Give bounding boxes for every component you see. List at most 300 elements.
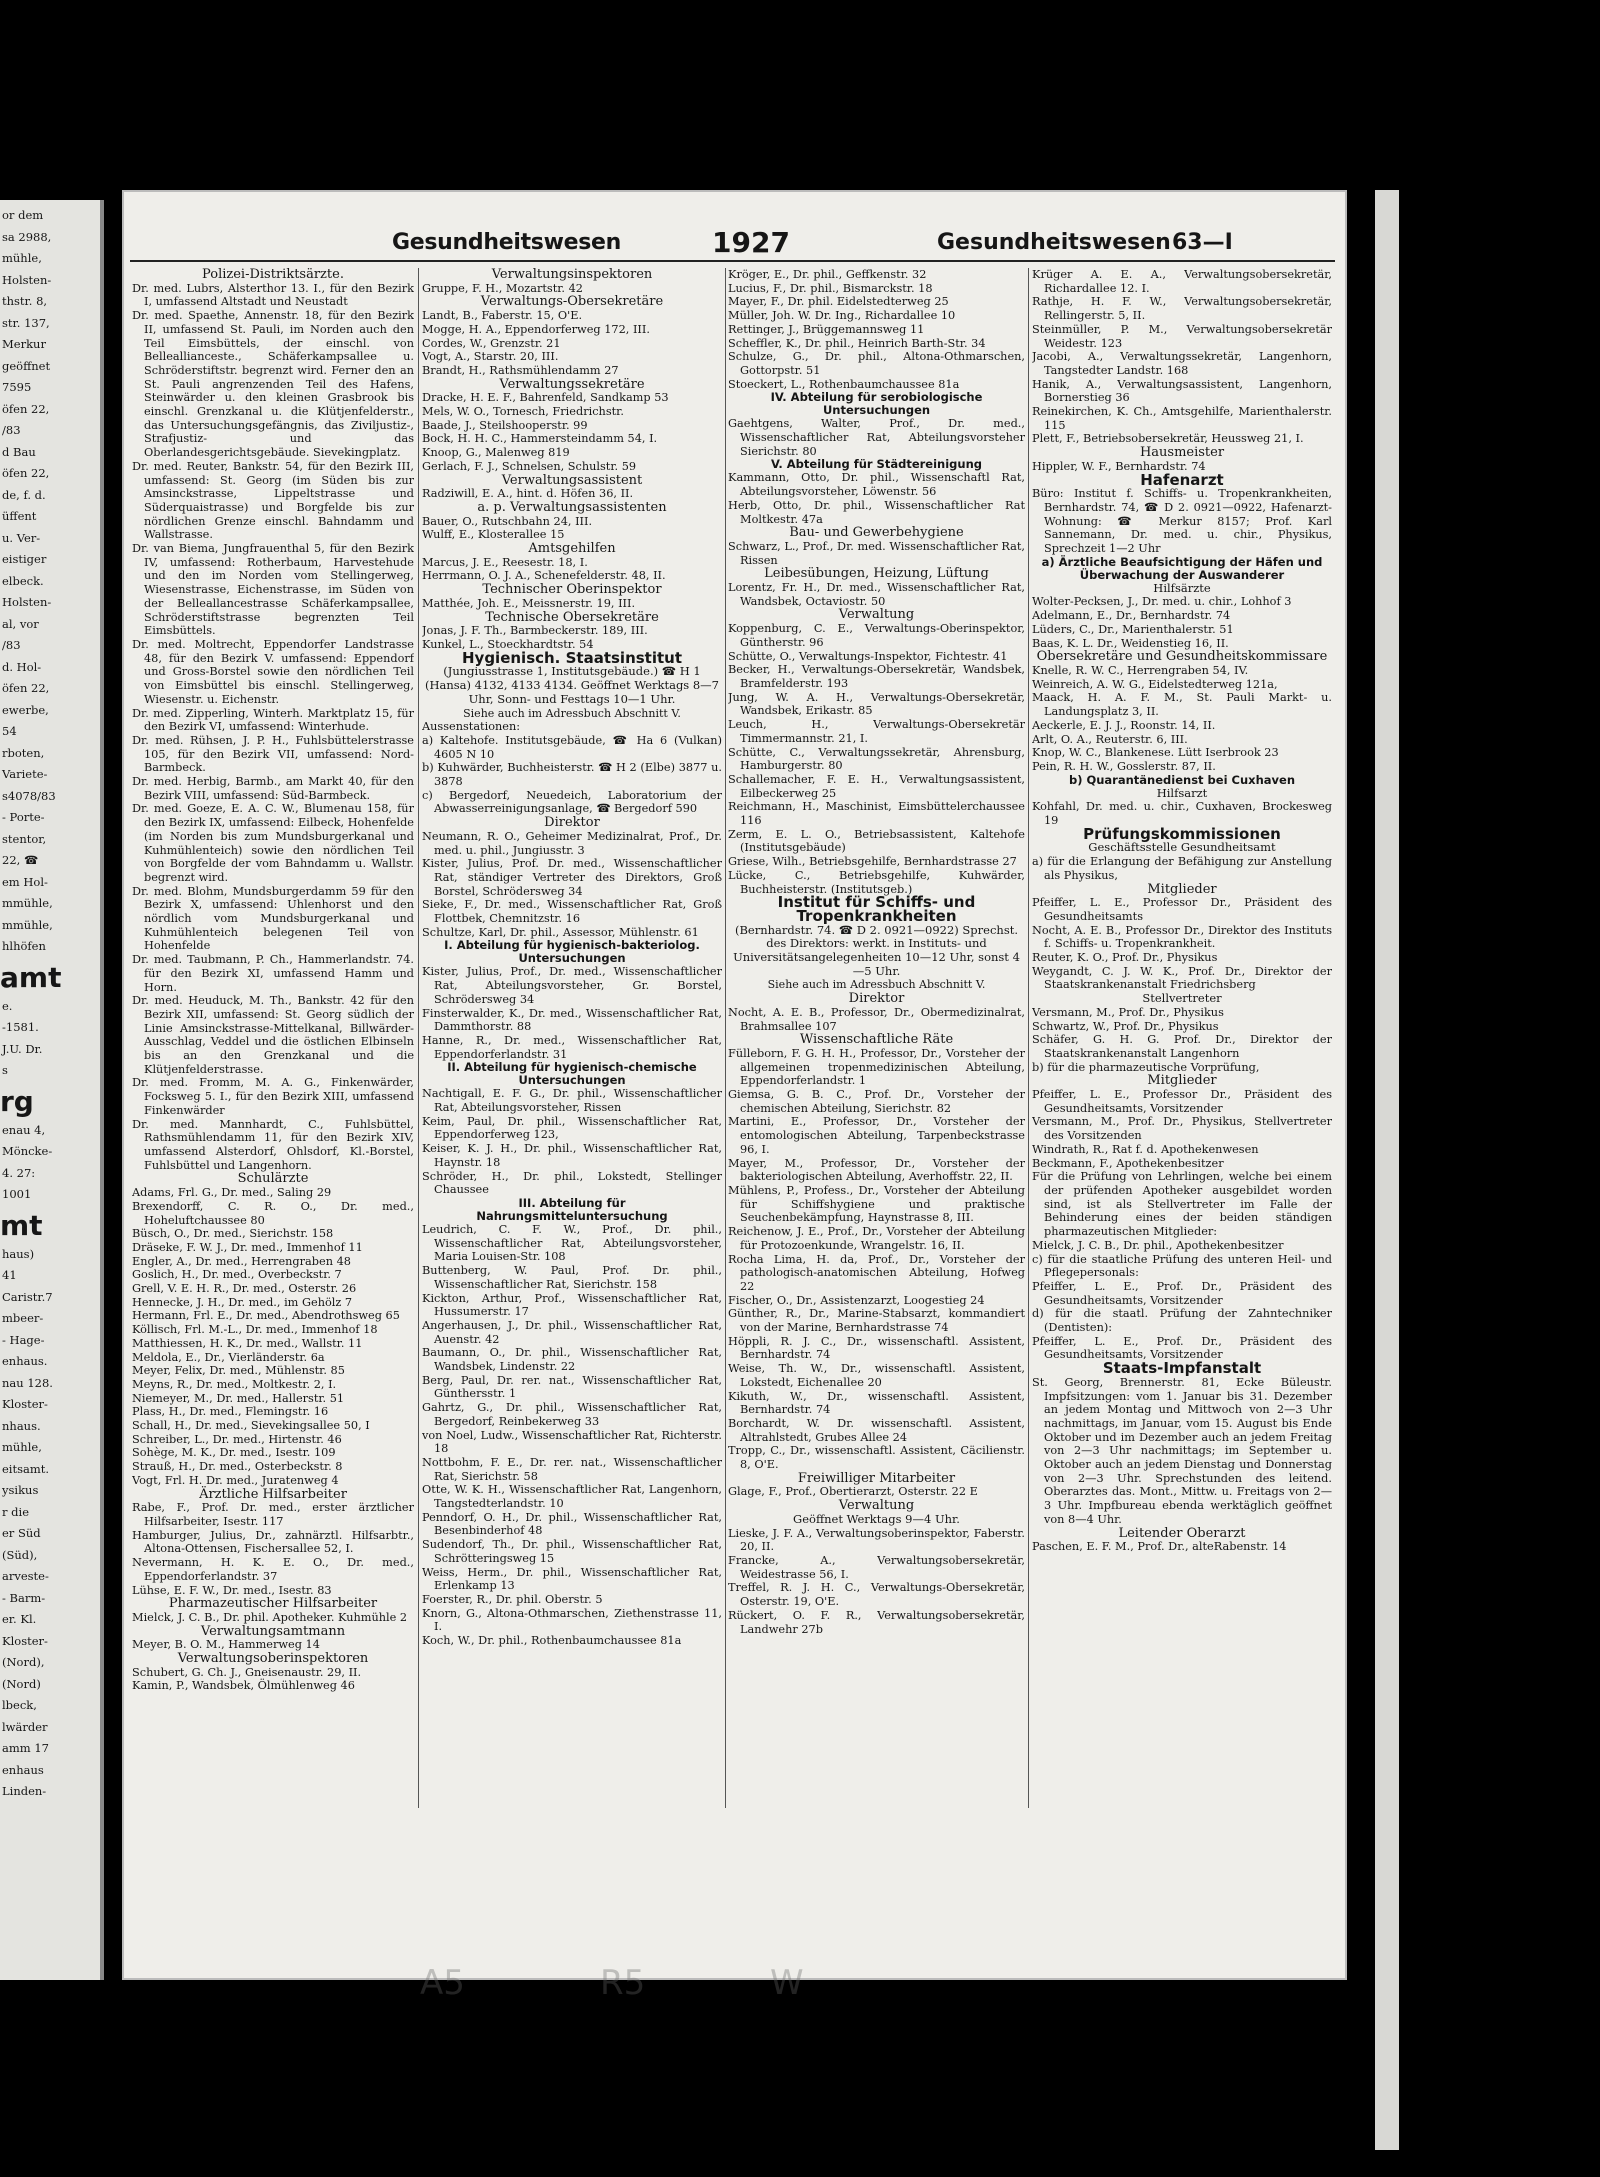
listing-entry: Herb, Otto, Dr. phil., Wissenschaftlicher Rat Moltkestr. 47a	[728, 498, 1025, 526]
listing-entry: Knop, W. C., Blankenese. Lütt Iserbrook 23	[1032, 746, 1279, 760]
listing-entry: Herrmann, O. J. A., Schenefelderstr. 48, II.	[422, 569, 666, 583]
listing-entry: Meyer, Felix, Dr. med., Mühlenstr. 85	[132, 1364, 345, 1378]
listing-entry: Schröder, H., Dr. phil., Lokstedt, Stellinger Chaussee	[422, 1169, 722, 1197]
listing-entry: Borchardt, W. Dr. wissenschaftl. Assistent, Altrahlstedt, Grubes Allee 24	[728, 1416, 1025, 1444]
listing-entry: Francke, A., Verwaltungsobersekretär, Weidestrasse 56, I.	[728, 1553, 1025, 1581]
left-page-fragment-line: mühle,	[2, 1440, 42, 1454]
listing-entry: Hennecke, J. H., Dr. med., im Gehölz 7	[132, 1295, 353, 1309]
listing-entry: Köllisch, Frl. M.-L., Dr. med., Immenhof 18	[132, 1323, 378, 1337]
ghost-text: A5	[420, 1963, 465, 2003]
listing-entry: Penndorf, O. H., Dr. phil., Wissenschaftlicher Rat, Besenbinderhof 48	[422, 1510, 722, 1538]
listing-entry: Aeckerle, E. J. J., Roonstr. 14, II.	[1032, 718, 1216, 732]
listing-entry: Höppli, R. J. C., Dr., wissenschaftl. Assistent, Bernhardstr. 74	[728, 1334, 1025, 1362]
column-1	[132, 268, 414, 1693]
listing-entry: Knorn, G., Altona-Othmarschen, Ziethenstrasse 11, I.	[422, 1606, 722, 1634]
listing-entry: Dr. med. Fromm, M. A. G., Finkenwärder, Focksweg 5. I., für den Bezirk XIII, umfassend Finkenwärder	[132, 1076, 414, 1117]
listing-entry: Günther, R., Dr., Marine-Stabsarzt, kommandiert von der Marine, Bernhardstrasse 74	[728, 1307, 1025, 1335]
section-heading: Amtsgehilfen	[528, 541, 616, 557]
listing-entry: Jung, W. A. H., Verwaltungs-Obersekretär, Wandsbek, Erikastr. 85	[728, 690, 1025, 718]
listing-entry: Dr. med. Mannhardt, C., Fuhlsbüttel, Rathsmühlendamm 11, für den Bezirk XIV, umfassend Alsterdorf, Ohlsdorf, Kl.-Borstel, Fuhlsbüttel und Langenhorn.	[132, 1117, 414, 1172]
listing-entry: Jacobi, A., Verwaltungssekretär, Langenhorn, Tangstedter Landstr. 168	[1032, 350, 1332, 377]
left-page-fragment-line: (Süd),	[2, 1547, 38, 1562]
left-page-fragment-line: str. 137,	[2, 315, 50, 330]
left-page-fragment-line: rg	[0, 1084, 34, 1118]
listing-entry: Büro: Institut f. Schiffs- u. Tropenkrankheiten, Bernhardstr. 74, ☎ D 2. 0921—0922, Hafenarzt-Wohnung: ☎ Merkur 8157; Prof. Karl Sannemann, Dr. med. u. chir., Physikus, Sprechzeit 1—2 Uhr	[1032, 487, 1332, 556]
left-page-fragment-line: thstr. 8,	[2, 294, 48, 308]
listing-entry: Meyer, B. O. M., Hammerweg 14	[132, 1638, 320, 1652]
listing-entry: Kister, Julius, Prof., Dr. med., Wissenschaftlicher Rat, Abteilungsvorsteher, Gr. Borstel, Schrödersweg 34	[422, 965, 722, 1006]
listing-entry: Maack, H. A. F. M., St. Pauli Markt- u. Landungsplatz 3, II.	[1032, 691, 1332, 719]
cross-reference: Siehe auch im Adressbuch Abschnitt V.	[767, 978, 986, 992]
listing-entry: Schwartz, W., Prof. Dr., Physikus	[1032, 1019, 1219, 1033]
section-heading: Technische Obersekretäre	[485, 609, 659, 625]
listing-entry: Gerlach, F. J., Schnelsen, Schulstr. 59	[422, 459, 637, 473]
listing-entry: Weiss, Herm., Dr. phil., Wissenschaftlicher Rat, Erlenkamp 13	[422, 1565, 722, 1593]
listing-entry: Berg, Paul, Dr. rer. nat., Wissenschaftlicher Rat, Günthersstr. 1	[422, 1373, 722, 1401]
listing-entry: Neumann, R. O., Geheimer Medizinalrat, Prof., Dr. med. u. phil., Jungiusstr. 3	[422, 829, 722, 857]
listing-entry: Griese, Wilh., Betriebsgehilfe, Bernhardstrasse 27	[728, 855, 1017, 869]
section-heading: Direktor	[848, 991, 905, 1007]
listing-entry: Meyns, R., Dr. med., Moltkestr. 2, I.	[132, 1377, 337, 1391]
left-page-fragment-line: 4. 27:	[2, 1165, 36, 1180]
section-heading: Schulärzte	[237, 1171, 309, 1187]
institution-note: Geschäftsstelle Gesundheitsamt	[1088, 840, 1276, 855]
listing-entry: Weinreich, A. W. G., Eidelstedterweg 121a,	[1032, 677, 1278, 691]
listing-entry: Pfeiffer, L. E., Prof. Dr., Präsident des Gesundheitsamts, Vorsitzender	[1032, 1279, 1332, 1307]
listing-entry: von Noel, Ludw., Wissenschaftlicher Rat, Richterstr. 18	[422, 1428, 722, 1456]
left-page-fragment-line: eitsamt.	[2, 1461, 50, 1476]
listing-entry: Pfeiffer, L. E., Professor Dr., Präsident des Gesundheitsamts	[1032, 896, 1332, 923]
listing-entry: Radziwill, E. A., hint. d. Höfen 36, II.	[422, 487, 634, 501]
department-heading: b) Quarantänedienst bei Cuxhaven	[1068, 772, 1296, 787]
listing-entry: Baas, K. L. Dr., Weidenstieg 16, II.	[1032, 636, 1229, 650]
left-page-fragment-line: - Barm-	[2, 1590, 46, 1605]
column-divider	[725, 268, 726, 1808]
listing-entry: Pfeiffer, L. E., Prof. Dr., Präsident des Gesundheitsamts, Vorsitzender	[1032, 1334, 1332, 1362]
listing-entry: Vogt, A., Starstr. 20, III.	[422, 350, 559, 364]
listing-entry: Rettinger, J., Brüggemannsweg 11	[728, 322, 925, 336]
listing-entry: a) für die Erlangung der Befähigung zur Anstellung als Physikus,	[1032, 855, 1332, 882]
listing-entry: Rabe, F., Prof. Dr. med., erster ärztlicher Hilfsarbeiter, Isestr. 117	[132, 1501, 414, 1528]
left-page-fragment-line: al, vor	[2, 616, 39, 631]
left-page-fragment-line: 1001	[2, 1187, 32, 1201]
listing-entry: Bock, H. H. C., Hammersteindamm 54, I.	[422, 432, 658, 446]
listing-entry: Koppenburg, C. E., Verwaltungs-Oberinspektor, Güntherstr. 96	[728, 622, 1025, 649]
listing-entry: Bauer, O., Rutschbahn 24, III.	[422, 514, 593, 528]
left-page-fragment-line: /83	[2, 638, 21, 652]
section-heading: Verwaltung	[838, 1498, 915, 1514]
listing-entry: Scheffler, K., Dr. phil., Heinrich Barth-Str. 34	[728, 336, 986, 350]
listing-entry: Plett, F., Betriebsobersekretär, Heussweg 21, I.	[1032, 432, 1304, 446]
section-heading: Bau- und Gewerbehygiene	[789, 525, 964, 541]
listing-entry: Kröger, E., Dr. phil., Geffkenstr. 32	[728, 268, 927, 281]
listing-entry: Dr. med. Spaethe, Annenstr. 18, für den Bezirk II, umfassend St. Pauli, im Norden auch den Teil Eimsbüttels, der einschl. von Belleallianceste., Schäferkampsallee u. Schröderstiftstr. begrenzt wird. Ferner den an St. Pauli angrenzenden Teil des Hafens, Steinwärder u. den kleinen Grasbrook bis einschl. Grenzkanal u. die Klütjenfelderstr., das Untersuchungsgefängnis, das Ziviljustiz-, Strafjustiz- und das Oberlandesgerichtsgebäude. Sievekingplatz.	[132, 309, 414, 460]
left-page-fragment-line: üffent	[2, 509, 37, 523]
listing-entry: Brandt, H., Rathsmühlendamm 27	[422, 363, 619, 377]
listing-entry: Marcus, J. E., Reesestr. 18, I.	[422, 555, 588, 569]
listing-entry: Dr. med. Heuduck, M. Th., Bankstr. 42 für den Bezirk XII, umfassend: St. Georg südlich der Linie Amsinckstrasse-Mittelkanal, Billwärder-Ausschlag, Veddel und die östlichen Elbinseln bis an den Grenzkanal und die Klütjenfelderstrasse.	[132, 994, 414, 1076]
listing-entry: Beckmann, F., Apothekenbesitzer	[1032, 1156, 1224, 1170]
header-page-number: 63—I	[1172, 230, 1233, 255]
left-page-fragment-line: Holsten-	[2, 595, 52, 609]
listing-entry: Wolter-Pecksen, J., Dr. med. u. chir., Lohhof 3	[1032, 595, 1292, 609]
left-page-fragment-line: e.	[2, 998, 13, 1013]
left-page-fragment-line: mühle,	[2, 251, 42, 265]
listing-entry: Adelmann, E., Dr., Bernhardstr. 74	[1032, 609, 1231, 623]
listing-entry: Lieske, J. F. A., Verwaltungsoberinspektor, Faberstr. 20, II.	[728, 1526, 1025, 1554]
listing-entry: Dr. med. Moltrecht, Eppendorfer Landstrasse 48, für den Bezirk V. umfassend: Eppendorf und Gross-Borstel sowie den nördlichen Teil von Eimsbüttel bis einschl. Stellingerweg, Wiesenstr. u. Eichenstr.	[132, 637, 414, 706]
header-rule	[130, 260, 1335, 262]
listing-entry: Foerster, R., Dr. phil. Oberstr. 5	[422, 1592, 603, 1606]
listing-entry: Reichenow, J. E., Prof., Dr., Vorsteher der Abteilung für Protozoenkunde, Wrangelstr. 16, II.	[728, 1225, 1025, 1252]
left-page-fragment-line: u. Ver-	[2, 530, 41, 545]
section-heading: Verwaltungsassistent	[501, 472, 643, 488]
left-page-fragment-line: lwärder	[2, 1719, 48, 1734]
listing-entry: Kister, Julius, Prof. Dr. med., Wissenschaftlicher Rat, ständiger Vertreter des Direktors, Groß Borstel, Schrödersweg 34	[422, 857, 722, 898]
listing-entry: Dr. med. Rühsen, J. P. H., Fuhlsbüttelerstrasse 105, für den Bezirk VII, umfassend: Nord-Barmbeck.	[132, 733, 414, 775]
section-heading: Wissenschaftliche Räte	[799, 1032, 954, 1048]
column-divider	[1028, 268, 1029, 1808]
listing-entry: Lorentz, Fr. H., Dr. med., Wissenschaftlicher Rat, Wandsbek, Octaviostr. 50	[728, 581, 1025, 608]
listing-entry: Baumann, O., Dr. phil., Wissenschaftlicher Rat, Wandsbek, Lindenstr. 22	[422, 1346, 722, 1374]
listing-entry: Dr. med. Herbig, Barmb., am Markt 40, für den Bezirk VIII, umfassend: Süd-Barmbeck.	[132, 775, 414, 802]
listing-entry: Für die Prüfung von Lehrlingen, welche bei einem der prüfenden Apotheker ausgebildet worden sind, ist als Stellvertreter im Falle der Behinderung eines der beiden ständigen pharmazeutischen Mitglieder:	[1032, 1170, 1332, 1239]
left-page-fragment-line: öfen 22,	[2, 466, 50, 480]
listing-entry: Sudendorf, Th., Dr. phil., Wissenschaftlicher Rat, Schrötteringsweg 15	[422, 1538, 722, 1565]
department-heading: III. Abteilung für Nahrungsmitteluntersuchung	[476, 1196, 668, 1223]
left-page-fragment-line: or dem	[2, 208, 44, 222]
listing-entry: Gaehtgens, Walter, Prof., Dr. med., Wissenschaftlicher Rat, Abteilungsvorsteher Sierichstr. 80	[728, 417, 1025, 458]
listing-entry: Windrath, R., Rat f. d. Apothekenwesen	[1032, 1142, 1259, 1156]
listing-entry: Büsch, O., Dr. med., Sierichstr. 158	[132, 1227, 334, 1241]
column-3	[728, 268, 1025, 1636]
left-page-fragment-line: (Nord),	[2, 1655, 45, 1669]
listing-entry: Plass, H., Dr. med., Flemingstr. 16	[132, 1405, 329, 1419]
listing-entry: Engler, A., Dr. med., Herrengraben 48	[132, 1254, 351, 1268]
institution-note: (Bernhardstr. 74. ☎ D 2. 0921—0922) Sprechst. des Direktors: werkt. in Instituts- und Universitätsangelegenheiten 10—12 Uhr, sonst 4—5 Uhr.	[733, 922, 1020, 978]
listing-entry: Mayer, M., Professor, Dr., Vorsteher der bakteriologischen Abteilung, Averhoffstr. 22, II.	[728, 1156, 1025, 1184]
listing-entry: Sohège, M. K., Dr. med., Isestr. 109	[132, 1446, 336, 1460]
institution-note: Stellvertreter	[1142, 991, 1222, 1006]
listing-entry: Tropp, C., Dr., wissenschaftl. Assistent, Cäcilienstr. 8, O'E.	[728, 1444, 1025, 1472]
institution-heading: Hafenarzt	[1140, 470, 1224, 489]
section-heading: Direktor	[544, 815, 600, 831]
listing-entry: Lücke, C., Betriebsgehilfe, Kuhwärder, Buchheisterstr. (Institutsgeb.)	[728, 868, 1025, 896]
listing-entry: Keiser, K. J. H., Dr. phil., Wissenschaftlicher Rat, Haynstr. 18	[422, 1142, 722, 1169]
listing-entry: St. Georg, Brennerstr. 81, Ecke Büleustr. Impfsitzungen: vom 1. Januar bis 31. Dezember an jedem Montag und Mittwoch von 2—3 Uhr nachmittags, im Januar, vom 15. August bis Ende Oktober und im Dezember auch an jedem Freitag von 2—3 Uhr nachmittags; im September u. Oktober auch an jedem Dienstag und Donnerstag von 2—3 Uhr. Sprechstunden des leitend. Oberarztes das. Mont., Mittw. u. Freitags von 2—3 Uhr. Impfbureau ebenda werktäglich geöffnet von 8—4 Uhr.	[1032, 1375, 1332, 1526]
left-page-fragment-line: nau 128.	[2, 1375, 53, 1390]
listing-entry: d) für die staatl. Prüfung der Zahntechniker (Dentisten):	[1032, 1307, 1332, 1335]
section-heading: Hausmeister	[1139, 445, 1225, 461]
left-page-fragment-line: elbeck.	[2, 573, 44, 588]
listing-entry: Landt, B., Faberstr. 15, O'E.	[422, 309, 583, 323]
listing-entry: Stoeckert, L., Rothenbaumchaussee 81a	[728, 377, 960, 391]
listing-entry: Giemsa, G. B. C., Prof. Dr., Vorsteher der chemischen Abteilung, Sierichstr. 82	[728, 1088, 1025, 1115]
listing-entry: Fischer, O., Dr., Assistenzarzt, Loogestieg 24	[728, 1293, 985, 1307]
listing-entry: Hanne, R., Dr. med., Wissenschaftlicher Rat, Eppendorferlandstr. 31	[422, 1033, 722, 1061]
left-page-fragment-line: 54	[2, 724, 17, 738]
listing-entry: Schall, H., Dr. med., Sievekingsallee 50, I	[132, 1419, 370, 1433]
listing-entry: Otte, W. K. H., Wissenschaftlicher Rat, Langenhorn, Tangstedterlandstr. 10	[422, 1483, 722, 1511]
listing-entry: b) für die pharmazeutische Vorprüfung,	[1032, 1060, 1260, 1074]
left-page-fragment-line: d. Hol-	[2, 659, 42, 674]
listing-entry: Dr. med. Reuter, Bankstr. 54, für den Bezirk III, umfassend: St. Georg (im Süden bis zur Amsinckstrasse, Lippeltstrasse und Süderquaistrasse) und Borgfelde bis zur nördlichen Grenze einschl. Bahndamm und Wallstrasse.	[132, 459, 414, 542]
department-heading: a) Ärztliche Beaufsichtigung der Häfen und Überwachung der Auswanderer	[1041, 554, 1323, 582]
section-heading: Leitender Oberarzt	[1118, 1525, 1246, 1541]
listing-entry: Leuch, H., Verwaltungs-Obersekretär Timmermannstr. 21, I.	[728, 718, 1025, 745]
listing-entry: Schultze, Karl, Dr. phil., Assessor, Mühlenstr. 61	[422, 925, 699, 939]
listing-entry: Schreiber, L., Dr. med., Hirtenstr. 46	[132, 1432, 342, 1446]
left-page-fragment-line: de, f. d.	[2, 487, 46, 502]
left-page-fragment-line: rboten,	[2, 745, 45, 760]
left-page-fragment-line: d Bau	[2, 444, 36, 459]
column-divider	[418, 268, 419, 1808]
listing-entry: Goslich, H., Dr. med., Overbeckstr. 7	[132, 1268, 342, 1282]
listing-entry: Müller, Joh. W. Dr. Ing., Richardallee 10	[728, 309, 956, 323]
left-page-fragment-line: 41	[2, 1268, 17, 1282]
listing-entry: Lucius, F., Dr. phil., Bismarckstr. 18	[728, 281, 933, 295]
left-page-fragment-line: Kloster-	[2, 1397, 48, 1411]
listing-entry: Dr. van Biema, Jungfrauenthal 5, für den Bezirk IV, umfassend: Rotherbaum, Harvestehude und den im Norden vom Stellingerweg, Wiesenstrasse, Eichenstrasse, im Süden von der Belleallancestrasse Schäferkampsallee, Schröderstiftstrasse begrenzten Teil Eimsbüttels.	[132, 542, 414, 638]
listing-entry: a) Kaltehofe. Institutsgebäude, ☎ Ha 6 (Vulkan) 4605 N 10	[422, 733, 722, 761]
left-page-fragment-line: mmühle,	[2, 917, 53, 932]
listing-entry: Hippler, W. F., Bernhardstr. 74	[1032, 459, 1206, 473]
column-2	[422, 268, 722, 1648]
listing-entry: Nevermann, H. K. E. O., Dr. med., Eppendorferlandstr. 37	[132, 1556, 414, 1583]
listing-entry: Rückert, O. F. R., Verwaltungsobersekretär, Landwehr 27b	[728, 1608, 1025, 1636]
listing-entry: Lüders, C., Dr., Marienthalerstr. 51	[1032, 622, 1234, 636]
institution-heading: Prüfungskommissionen	[1083, 824, 1281, 843]
listing-entry: Dr. med. Goeze, E. A. C. W., Blumenau 158, für den Bezirk IX, umfassend: Eilbeck, Hohenfelde (im Norden bis zum Mundsburgerkanal und Kuhmühlenteich) sowie den nördlichen Teil von Borgfelde der vom Bahndamm u. Wallstr. begrenzt wird.	[132, 802, 414, 884]
section-heading: Leibesübungen, Heizung, Lüftung	[764, 566, 989, 582]
listing-entry: Strauß, H., Dr. med., Osterbeckstr. 8	[132, 1460, 343, 1474]
institution-heading: Hygienisch. Staatsinstitut	[461, 648, 683, 667]
institution-note: Geöffnet Werktags 9—4 Uhr.	[793, 1511, 960, 1526]
left-page-fragment-line: lbeck,	[2, 1698, 37, 1712]
section-heading: Verwaltung	[838, 607, 915, 623]
listing-entry: Weise, Th. W., Dr., wissenschaftl. Assistent, Lokstedt, Eichenallee 20	[728, 1362, 1025, 1389]
left-page-fragment-line: em Hol-	[2, 874, 48, 889]
listing-entry: Gahrtz, G., Dr. phil., Wissenschaftlicher Rat, Bergedorf, Reinbekerweg 33	[422, 1401, 722, 1428]
left-page-fragment-line: sa 2988,	[2, 229, 52, 244]
listing-entry: Dr. med. Lubrs, Alsterthor 13. I., für den Bezirk I, umfassend Altstadt und Neustadt	[132, 281, 414, 309]
section-heading: Mitglieder	[1147, 881, 1217, 897]
section-heading: Pharmazeutischer Hilfsarbeiter	[168, 1596, 378, 1612]
left-page-fragment-line: r die	[2, 1504, 29, 1519]
left-page-fragment-line: Holsten-	[2, 272, 52, 287]
section-heading: Technischer Oberinspektor	[482, 582, 662, 598]
listing-entry: Versmann, M., Prof. Dr., Physikus, Stellvertreter des Vorsitzenden	[1032, 1115, 1332, 1143]
section-heading: Ärztliche Hilfsarbeiter	[199, 1486, 347, 1502]
header-year: 1927	[712, 226, 790, 259]
listing-entry: Hermann, Frl. E., Dr. med., Abendrothsweg 65	[132, 1309, 400, 1323]
listing-entry: Glage, F., Prof., Obertierarzt, Osterstr. 22 E	[728, 1485, 978, 1499]
listing-entry: Koch, W., Dr. phil., Rothenbaumchaussee 81a	[422, 1634, 682, 1648]
left-page-fragment-line: eistiger	[2, 552, 47, 566]
department-heading: IV. Abteilung für serobiologische Untersuchungen	[770, 390, 983, 418]
left-page-fragment-line: nhaus.	[2, 1418, 41, 1433]
listing-entry: Mühlens, P., Profess., Dr., Vorsteher der Abteilung für Schiffshygiene und praktische Seuchenbekämpfung, Haynstrasse 8, III.	[728, 1184, 1025, 1225]
listing-entry: Adams, Frl. G., Dr. med., Saling 29	[132, 1186, 332, 1200]
left-page-fragment-line: Caristr.7	[2, 1289, 53, 1304]
listing-entry: Steinmüller, P. M., Verwaltungsobersekretär Weidestr. 123	[1032, 322, 1332, 350]
listing-entry: Kamin, P., Wandsbek, Ölmühlenweg 46	[132, 1679, 355, 1693]
listing-entry: Dr. med. Taubmann, P. Ch., Hammerlandstr. 74. für den Bezirk XI, umfassend Hamm und Horn.	[132, 953, 414, 994]
listing-entry: Krüger A. E. A., Verwaltungsobersekretär, Richardallee 12. I.	[1032, 268, 1332, 295]
header-right-title: Gesundheitswesen	[937, 230, 1171, 255]
listing-entry: Becker, H., Verwaltungs-Obersekretär, Wandsbek, Bramfelderstr. 193	[728, 663, 1025, 690]
bleed-through-text	[300, 1955, 1300, 2015]
listing-entry: Kikuth, W., Dr., wissenschaftl. Assistent, Bernhardstr. 74	[728, 1389, 1025, 1417]
left-page-fragment-line: Kloster-	[2, 1633, 48, 1648]
listing-entry: Dr. med. Blohm, Mundsburgerdamm 59 für den Bezirk X, umfassend: Uhlenhorst und den nördlich vom Mundsburgerkanal und Kuhmühlenteich belegenen Teil von Hohenfelde	[132, 884, 414, 953]
listing-entry: Grell, V. E. H. R., Dr. med., Osterstr. 26	[132, 1282, 357, 1296]
listing-entry: Matthée, Joh. E., Meissnerstr. 19, III.	[422, 596, 636, 610]
institution-note: (Jungiusstrasse 1, Institutsgebäude.) ☎ H 1 (Hansa) 4132, 4133 4134. Geöffnet Werktags 8—7 Uhr, Sonn- und Festtags 10—1 Uhr.	[424, 664, 719, 706]
listing-entry: Schwarz, L., Prof., Dr. med. Wissenschaftlicher Rat, Rissen	[728, 539, 1025, 567]
listing-entry: Schütte, C., Verwaltungssekretär, Ahrensburg, Hamburgerstr. 80	[728, 745, 1025, 773]
left-page-fragment-line: - Hage-	[2, 1332, 45, 1347]
listing-entry: Pfeiffer, L. E., Professor Dr., Präsident des Gesundheitsamts, Vorsitzender	[1032, 1088, 1332, 1115]
left-page-fragment-line: ysikus	[2, 1483, 39, 1497]
listing-entry: Martini, E., Professor, Dr., Vorsteher der entomologischen Abteilung, Tarpenbeckstrasse 96, I.	[728, 1115, 1025, 1156]
section-heading: Verwaltungsoberinspektoren	[177, 1651, 369, 1667]
listing-entry: Zerm, E. L. O., Betriebsassistent, Kaltehofe (Institutsgebäude)	[728, 827, 1025, 855]
listing-entry: Cordes, W., Grenzstr. 21	[422, 336, 561, 350]
department-heading: I. Abteilung für hygienisch-bakteriolog. Untersuchungen	[444, 938, 700, 966]
left-page-fragment-line: 7595	[2, 380, 32, 394]
listing-entry: Reinekirchen, K. Ch., Amtsgehilfe, Marienthalerstr. 115	[1032, 405, 1332, 432]
listing-entry: Meldola, E., Dr., Vierländerstr. 6a	[132, 1350, 325, 1364]
left-page-fragment-line: geöffnet	[2, 358, 51, 373]
listing-entry: Aussenstationen:	[422, 720, 521, 734]
section-heading: Mitglieder	[1147, 1073, 1217, 1089]
listing-entry: Keim, Paul, Dr. phil., Wissenschaftlicher Rat, Eppendorferweg 123,	[422, 1114, 722, 1142]
listing-entry: Leudrich, C. F. W., Prof., Dr. phil., Wissenschaftlicher Rat, Abteilungsvorsteher, Maria Louisen-Str. 108	[422, 1223, 722, 1264]
listing-entry: Paschen, E. F. M., Prof. Dr., alteRabenstr. 14	[1032, 1540, 1287, 1554]
left-page-fragment-line: Linden-	[2, 1784, 47, 1798]
listing-entry: Reuter, K. O., Prof. Dr., Physikus	[1032, 951, 1218, 965]
left-page-fragment-line: Variete-	[2, 767, 48, 781]
listing-entry: Mayer, F., Dr. phil. Eidelstedterweg 25	[728, 295, 949, 309]
listing-entry: Pein, R. H. W., Gosslerstr. 87, II.	[1032, 759, 1216, 773]
left-page-fragment-line: er Süd	[2, 1526, 41, 1540]
listing-entry: Nocht, A. E. B., Professor, Dr., Obermedizinalrat, Brahmsallee 107	[728, 1005, 1025, 1033]
listing-entry: Dracke, H. E. F., Bahrenfeld, Sandkamp 53	[422, 391, 669, 405]
listing-entry: Hanik, A., Verwaltungsassistent, Langenhorn, Bornerstieg 36	[1032, 377, 1332, 405]
left-page-fragment-line: (Nord)	[2, 1676, 41, 1691]
left-page-fragment-line: Möncke-	[2, 1144, 53, 1158]
listing-entry: Kohfahl, Dr. med. u. chir., Cuxhaven, Brockesweg 19	[1032, 800, 1332, 828]
listing-entry: Rocha Lima, H. da, Prof., Dr., Vorsteher der pathologisch-anatomischen Abteilung, Hofweg 22	[728, 1252, 1025, 1293]
listing-entry: Kammann, Otto, Dr. phil., Wissenschaftl Rat, Abteilungsvorsteher, Löwenstr. 56	[728, 471, 1025, 499]
listing-entry: Mogge, H. A., Eppendorferweg 172, III.	[422, 322, 650, 336]
listing-entry: Treffel, R. J. H. C., Verwaltungs-Obersekretär, Osterstr. 19, O'E.	[728, 1581, 1025, 1609]
left-page-fragment-line: öfen 22,	[2, 681, 50, 695]
section-heading: Verwaltungs-Obersekretäre	[480, 294, 664, 310]
institution-note: Hilfsarzt	[1156, 785, 1208, 800]
listing-entry: Nocht, A. E. B., Professor Dr., Direktor des Instituts f. Schiffs- u. Tropenkrankheit.	[1032, 923, 1332, 951]
listing-entry: Wulff, E., Klosterallee 15	[422, 528, 565, 542]
section-heading: Verwaltungssekretäre	[499, 376, 645, 392]
next-page-edge	[1375, 190, 1399, 2150]
left-page-fragment-line: J.U. Dr.	[2, 1041, 43, 1056]
left-page-fragment-line: enhaus.	[2, 1354, 48, 1368]
listing-entry: Brexendorff, C. R. O., Dr. med., Hoheluftchaussee 80	[132, 1199, 414, 1227]
left-page-fragment-line: - Porte-	[2, 810, 45, 824]
left-page-fragment-line: amm 17	[2, 1741, 49, 1755]
section-heading: Verwaltungsinspektoren	[491, 268, 653, 282]
listing-entry: Lühse, E. F. W., Dr. med., Isestr. 83	[132, 1583, 332, 1597]
section-heading: Verwaltungsamtmann	[200, 1623, 346, 1639]
column-4	[1032, 268, 1332, 1554]
left-page-fragment-line: amt	[0, 960, 62, 994]
listing-entry: Mielck, J. C. B., Dr. phil., Apothekenbesitzer	[1032, 1238, 1284, 1252]
listing-entry: Schütte, O., Verwaltungs-Inspektor, Fichtestr. 41	[728, 649, 1008, 663]
listing-entry: Finsterwalder, K., Dr. med., Wissenschaftlicher Rat, Dammthorstr. 88	[422, 1006, 722, 1034]
institution-note: Hilfsärzte	[1153, 580, 1211, 595]
listing-entry: Dr. med. Zipperling, Winterh. Marktplatz 15, für den Bezirk VI, umfassend: Winterhude.	[132, 706, 414, 734]
listing-entry: Weygandt, C. J. W. K., Prof. Dr., Direktor der Staatskrankenanstalt Friedrichsberg	[1032, 964, 1332, 992]
listing-entry: Niemeyer, M., Dr. med., Hallerstr. 51	[132, 1391, 345, 1405]
left-page-fragment-line: er. Kl.	[2, 1612, 37, 1626]
listing-entry: b) Kuhwärder, Buchheisterstr. ☎ H 2 (Elbe) 3877 u. 3878	[422, 761, 722, 789]
listing-entry: Fülleborn, F. G. H. H., Professor, Dr., Vorsteher der allgemeinen tropenmedizinischen Abteilung, Eppendorferlandstr. 1	[728, 1046, 1025, 1088]
listing-entry: Schallemacher, F. E. H., Verwaltungsassistent, Eilbeckerweg 25	[728, 772, 1025, 800]
left-page-fragment-line: mbeer-	[2, 1311, 44, 1325]
listing-entry: Mels, W. O., Tornesch, Friedrichstr.	[422, 405, 624, 419]
listing-entry: Mielck, J. C. B., Dr. phil. Apotheker. Kuhmühle 2	[132, 1610, 408, 1624]
left-page-fragment-line: 22, ☎	[2, 853, 39, 867]
listing-entry: Rathje, H. F. W., Verwaltungsobersekretär, Rellingerstr. 5, II.	[1032, 295, 1332, 323]
section-heading: a. p. Verwaltungsassistenten	[477, 499, 667, 515]
listing-entry: Knoop, G., Malenweg 819	[422, 446, 570, 460]
listing-entry: Vogt, Frl. H. Dr. med., Juratenweg 4	[132, 1473, 339, 1487]
listing-entry: Buttenberg, W. Paul, Prof. Dr. phil., Wissenschaftlicher Rat, Sierichstr. 158	[422, 1264, 722, 1291]
left-page-fragment-line: haus)	[2, 1246, 35, 1261]
left-page-fragment-line: Merkur	[2, 337, 46, 351]
left-page-fragment-line: hlhöfen	[2, 939, 46, 953]
listing-entry: Arlt, O. A., Reuterstr. 6, III.	[1032, 732, 1188, 746]
listing-entry: Sieke, F., Dr. med., Wissenschaftlicher Rat, Groß Flottbek, Chemnitzstr. 16	[422, 898, 722, 926]
listing-entry: Nachtigall, E. F. G., Dr. phil., Wissenschaftlicher Rat, Abteilungsvorsteher, Rissen	[422, 1087, 722, 1115]
left-page-fragment-line: enhaus	[2, 1762, 44, 1777]
listing-entry: Dräseke, F. W. J., Dr. med., Immenhof 11	[132, 1240, 363, 1254]
left-page-fragment-line: ewerbe,	[2, 702, 49, 717]
section-heading: Obersekretäre und Gesundheitskommissare	[1036, 649, 1328, 665]
institution-heading: Staats-Impfanstalt	[1102, 1359, 1262, 1378]
listing-entry: c) Bergedorf, Neuedeich, Laboratorium der Abwasserreinigungsanlage, ☎ Bergedorf 590	[422, 788, 722, 816]
header-left-title: Gesundheitswesen	[392, 230, 622, 255]
listing-entry: Reichmann, H., Maschinist, Eimsbüttelerchaussee 116	[728, 800, 1025, 828]
listing-entry: Hamburger, Julius, Dr., zahnärztl. Hilfsarbtr., Altona-Ottensen, Fischersallee 52, I.	[132, 1528, 414, 1556]
left-page-fragment-line: s4078/83	[2, 788, 56, 803]
listing-entry: Gruppe, F. H., Mozartstr. 42	[422, 281, 583, 295]
listing-entry: Matthiessen, H. K., Dr. med., Wallstr. 11	[132, 1336, 363, 1350]
page-header	[122, 226, 1347, 270]
listing-entry: Knelle, R. W. C., Herrengraben 54, IV.	[1032, 663, 1249, 677]
left-page-fragment-line: öfen 22,	[2, 401, 50, 416]
ghost-text: R5	[600, 1963, 646, 2003]
left-page-fragment-line: -1581.	[2, 1020, 39, 1034]
left-page-fragment-line: mt	[0, 1208, 43, 1242]
listing-entry: c) für die staatliche Prüfung des unteren Heil- und Pflegepersonals:	[1032, 1252, 1332, 1280]
left-page-fragment-line: arveste-	[2, 1569, 49, 1583]
institution-heading: Institut für Schiffs- und Tropenkrankheiten	[777, 893, 976, 925]
listing-entry: Angerhausen, J., Dr. phil., Wissenschaftlicher Rat, Auenstr. 42	[422, 1318, 722, 1346]
document-page	[122, 190, 1347, 1980]
left-page-fragment-line: /83	[2, 423, 21, 437]
